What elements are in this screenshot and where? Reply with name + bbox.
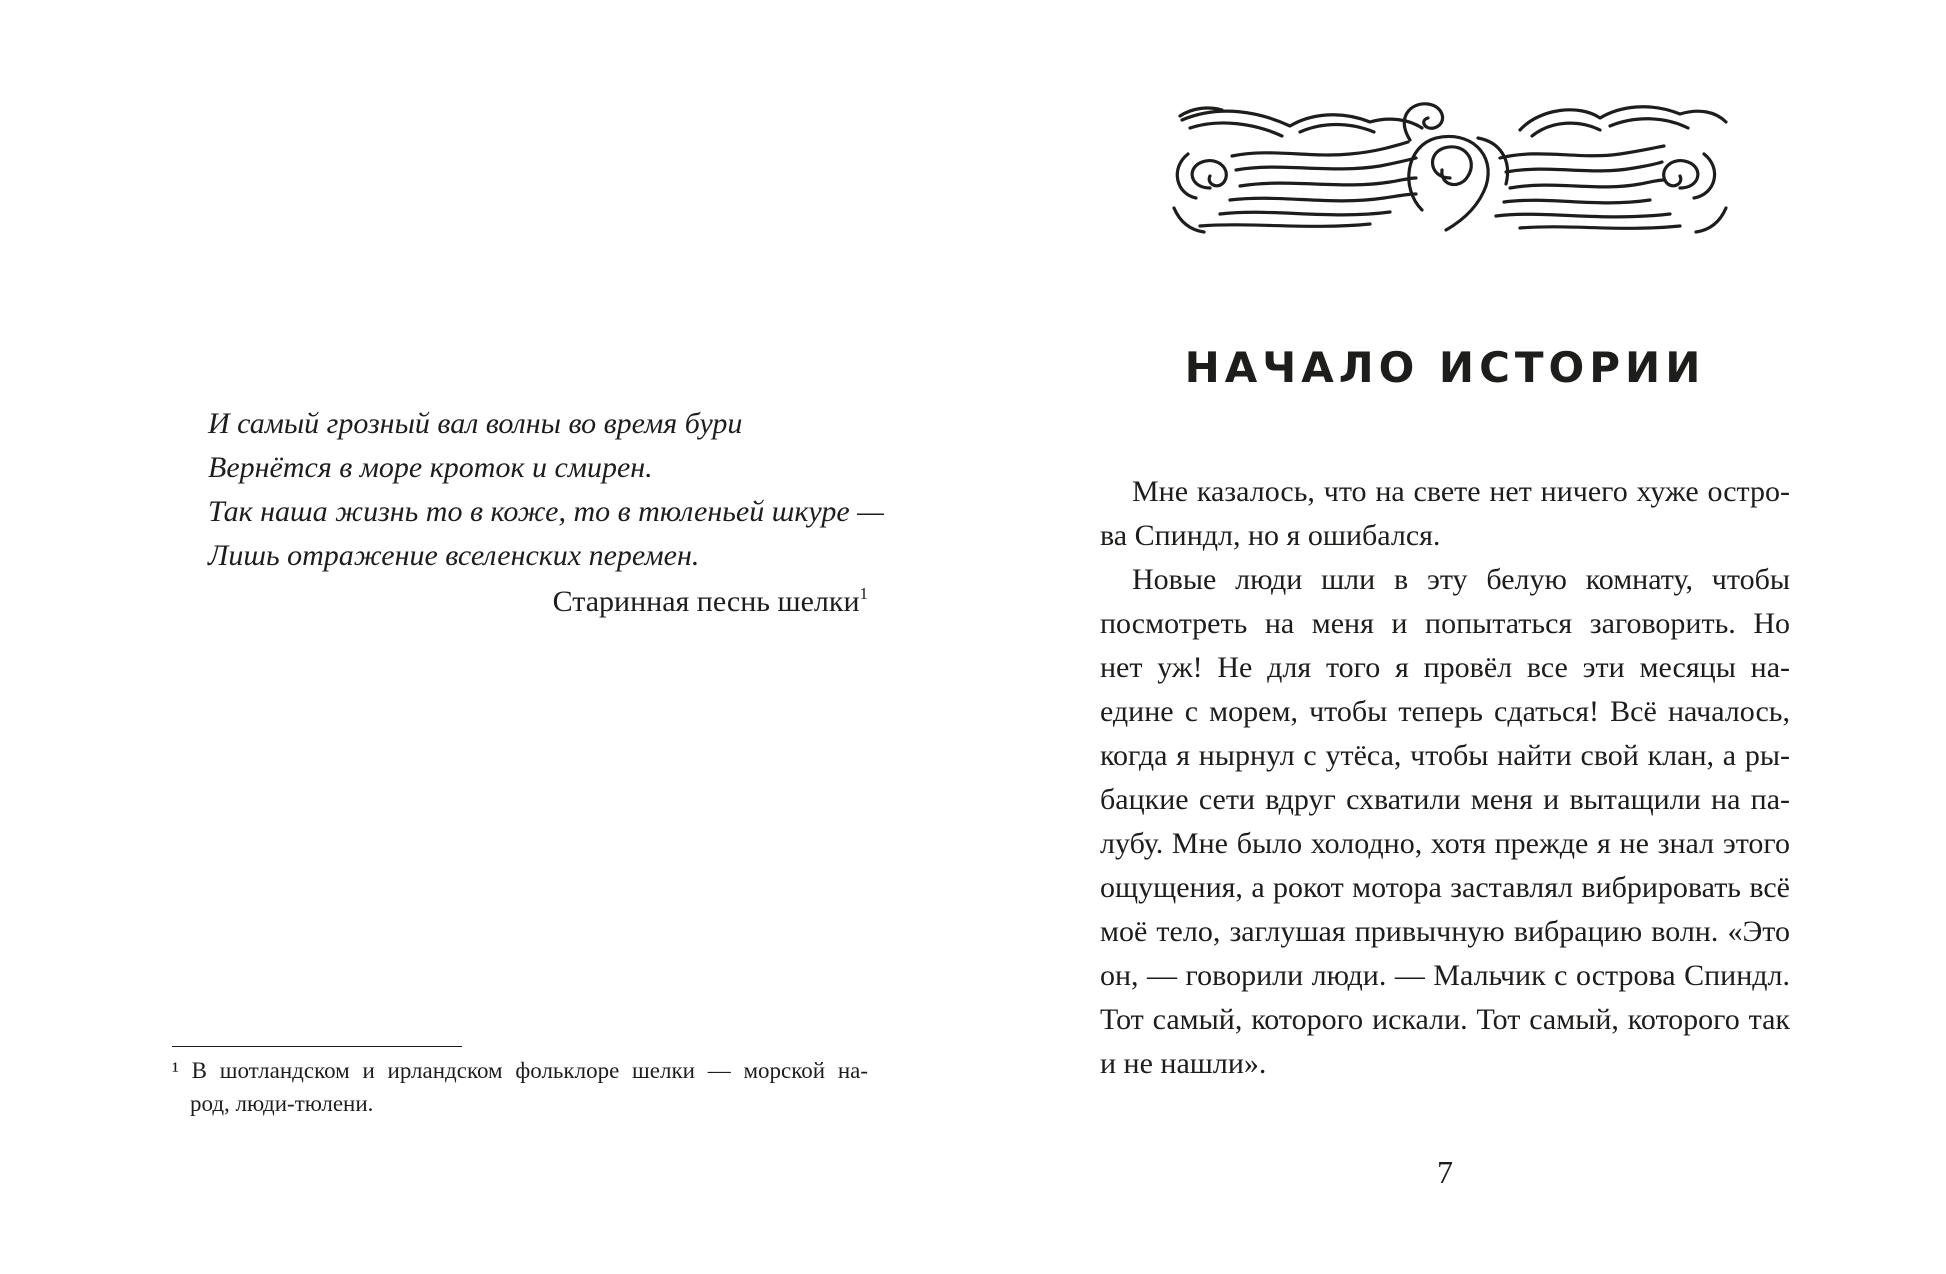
chapter-title: НАЧАЛО ИСТОРИИ — [1184, 343, 1706, 392]
body-line-11: моё тело, заглушая привычную вибрацию волн. «Это — [1100, 915, 1790, 948]
epigraph-line-2: Вернётся в море кроток и смирен. — [208, 451, 653, 484]
chapter-body — [1100, 470, 1790, 1086]
epigraph-line-1: И самый грозный вал волны во время бури — [208, 407, 743, 440]
footnote-line-2: род, люди-тюлени. — [190, 1091, 374, 1116]
epigraph-source — [208, 580, 868, 624]
body-line-10: ощущения, а рокот мотора заставлял вибрировать всё — [1100, 871, 1790, 904]
epigraph — [208, 402, 884, 624]
epigraph-source-text: Старинная песнь шелки — [552, 585, 860, 618]
epigraph-line-3: Так наша жизнь то в коже, то в тюленьей шкуре — — [208, 495, 884, 528]
body-line-7: когда я нырнул с утёса, чтобы найти свой клан, а ры- — [1100, 739, 1790, 772]
body-line-1: Мне казалось, что на свете нет ничего хуже остро- — [1132, 475, 1790, 508]
footnote-divider — [172, 1046, 462, 1047]
body-line-12: он, — говорили люди. — Мальчик с острова Спиндл. — [1100, 959, 1790, 992]
body-line-8: бацкие сети вдруг схватили меня и вытащили на па- — [1100, 783, 1790, 816]
body-line-2: ва Спиндл, но я ошибался. — [1100, 519, 1441, 552]
page-number: 7 — [1437, 1154, 1453, 1190]
body-line-9: лубу. Мне было холодно, хотя прежде я не знал этого — [1100, 827, 1790, 860]
epigraph-line-4: Лишь отражение вселенских перемен. — [208, 539, 700, 572]
body-line-6: едине с морем, чтобы теперь сдаться! Всё началось, — [1100, 695, 1790, 728]
wave-ornament-icon — [1160, 98, 1740, 238]
body-line-14: и не нашли». — [1100, 1047, 1267, 1080]
body-line-13: Тот самый, которого искали. Тот самый, которого так — [1100, 1003, 1790, 1036]
body-line-4: посмотреть на меня и попытаться заговорить. Но — [1100, 607, 1790, 640]
footnote — [172, 1054, 868, 1120]
body-line-5: нет уж! Не для того я провёл все эти месяцы на- — [1100, 651, 1790, 684]
footnote-marker[interactable]: 1 — [859, 584, 868, 603]
body-line-3: Новые люди шли в эту белую комнату, чтобы — [1132, 563, 1790, 596]
footnote-line-1: ¹ В шотландском и ирландском фольклоре шелки — морской на- — [172, 1058, 868, 1083]
